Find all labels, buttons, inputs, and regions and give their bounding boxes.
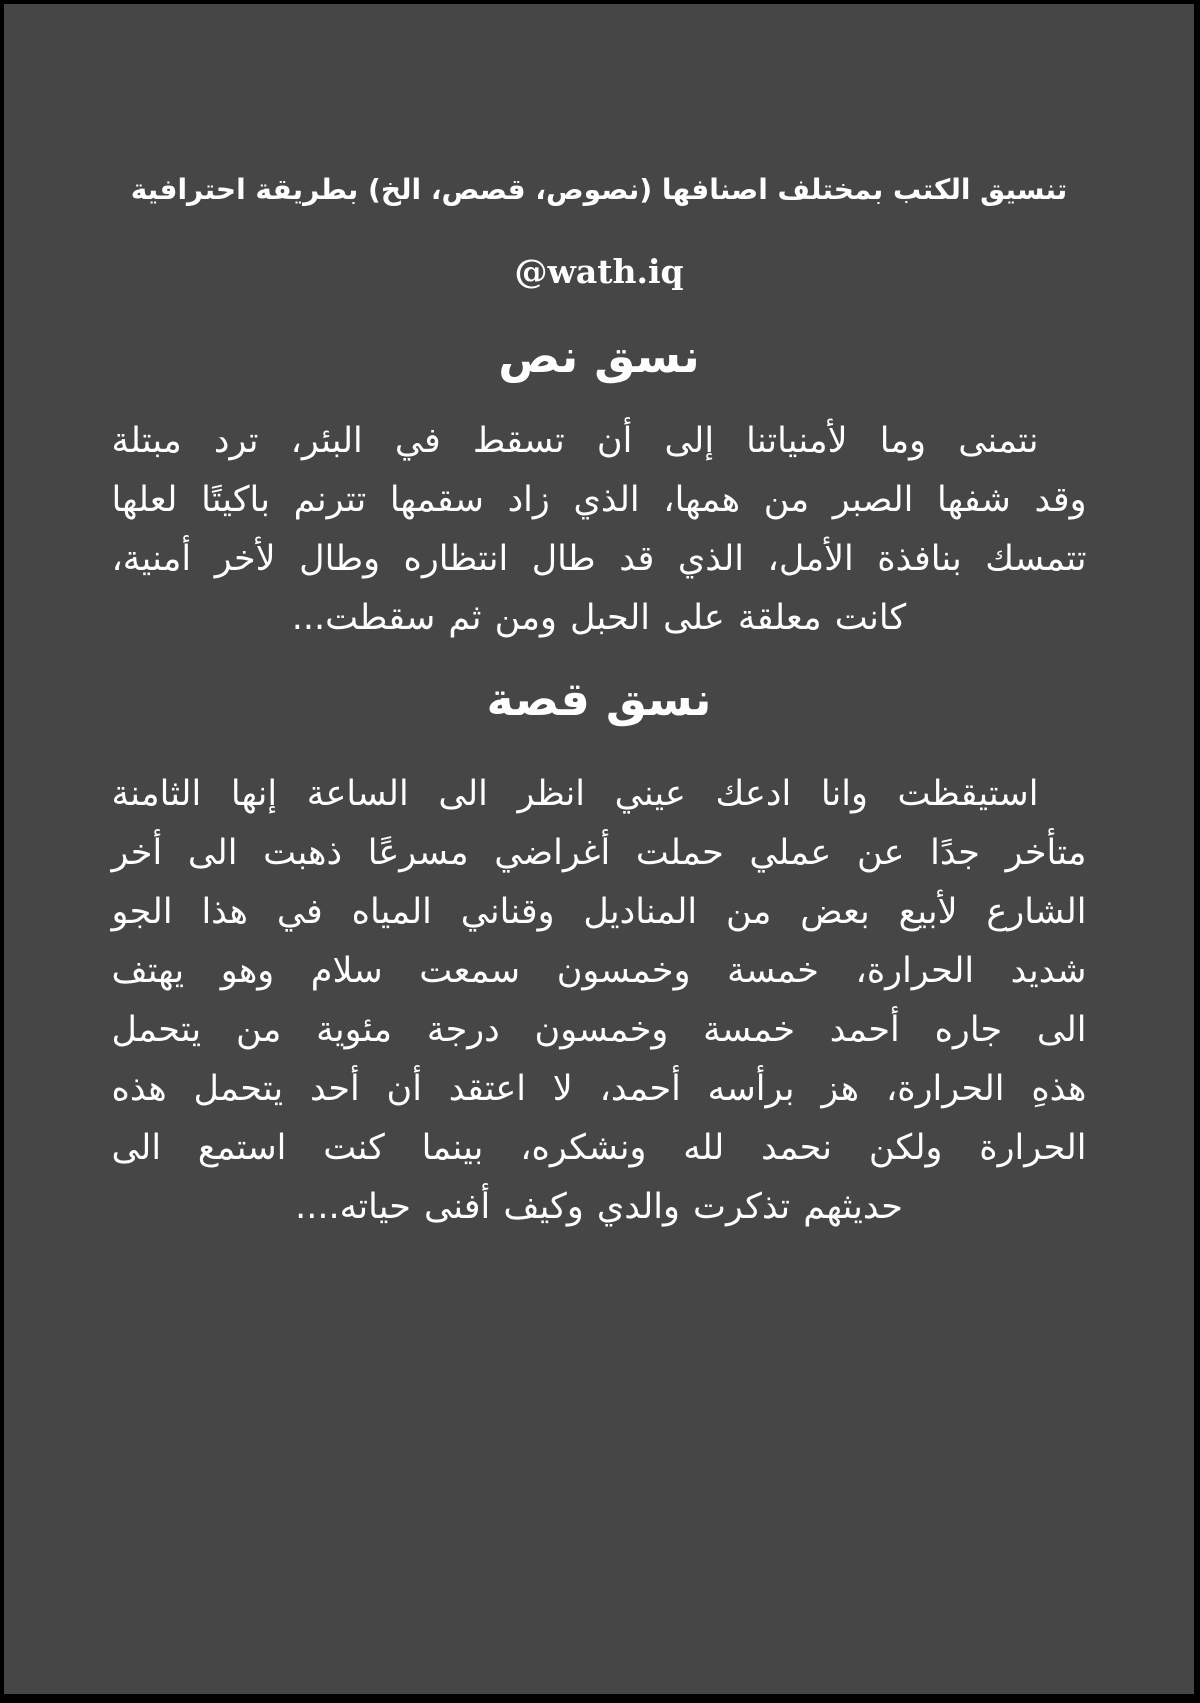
text-line: تتمسك بنافذة الأمل، الذي قد طال انتظاره وطال لأخر أمنية، (111, 538, 1087, 579)
text-line: استيقظت وانا ادعك عيني انظر الى الساعة إنها الثامنة (111, 773, 1039, 814)
section-text (112, 331, 1087, 648)
text-line: الى جاره أحمد خمسة وخمسون درجة مئوية من يتحمل (111, 1009, 1087, 1050)
text-line: الحرارة ولكن نحمد لله ونشكره، بينما كنت استمع الى (111, 1127, 1087, 1168)
text-line: نتمنى وما لأمنياتنا إلى أن تسقط في البئر، ترد مبتلة (111, 420, 1039, 461)
text-line: الشارع لأبيع بعض من المناديل وقناني المياه في هذا الجو (111, 891, 1087, 932)
social-handle: @wath.iq (514, 252, 684, 292)
section-heading-text: نسق نص (498, 329, 700, 384)
section-heading-story: نسق قصة (486, 671, 712, 726)
text-line: شديد الحرارة، خمسة وخمسون سمعت سلام وهو يهتف (111, 950, 1087, 991)
page-title: تنسيق الكتب بمختلف اصنافها (نصوص، قصص، الخ) بطريقة احترافية (130, 173, 1068, 206)
text-line: وقد شفها الصبر من همها، الذي زاد سقمها تترنم باكيتًا لعلها (111, 479, 1087, 520)
text-line: حديثهم تذكرت والدي وكيف أفنى حياته.... (295, 1186, 903, 1227)
text-line: متأخر جدًا عن عملي حملت أغراضي مسرعًا ذهبت الى أخر (111, 832, 1087, 873)
paragraph-text-sample (112, 412, 1087, 648)
paragraph-story-sample (112, 765, 1087, 1237)
text-line: هذهِ الحرارة، هز برأسه أحمد، لا اعتقد أن أحد يتحمل هذه (111, 1068, 1087, 1109)
text-line: كانت معلقة على الحبل ومن ثم سقطت... (291, 597, 907, 638)
content-column (112, 4, 1087, 1237)
section-story (111, 671, 1087, 1237)
